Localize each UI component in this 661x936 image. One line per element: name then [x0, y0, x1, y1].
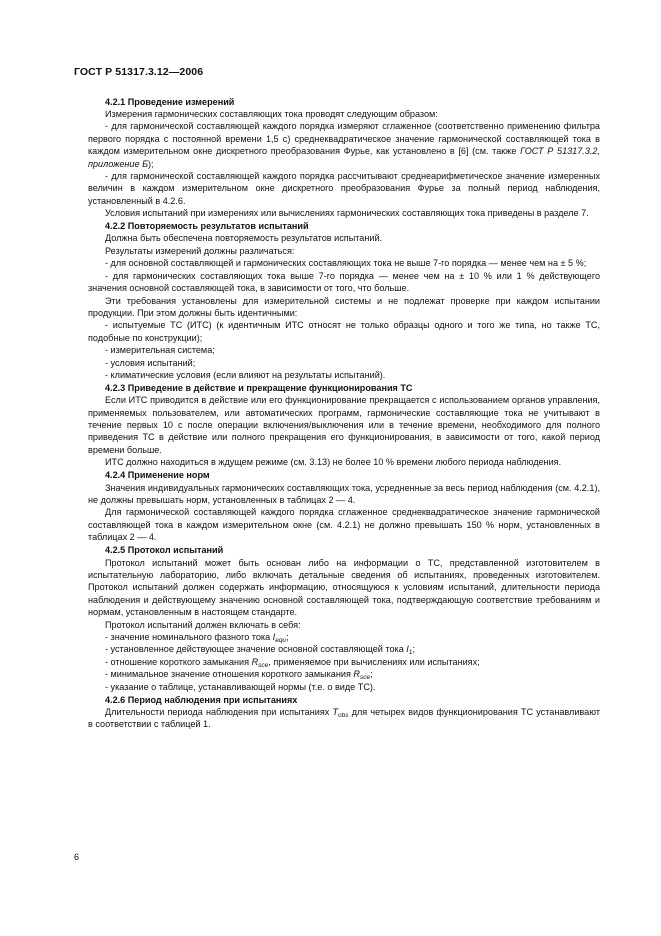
list-item: - условия испытаний;: [105, 357, 196, 368]
math-subscript: sce: [258, 661, 269, 669]
text-run: для четырех видов функционирования ТС устанавливают в соответствии с таблицей 1.: [88, 706, 601, 730]
document-body: [88, 95, 600, 731]
section-heading-4-2-2: 4.2.2 Повторяемость результатов испытаний: [105, 221, 309, 232]
math-subscript: sce: [359, 674, 371, 682]
list-item: [88, 643, 600, 655]
text-run: - установленное действующее значение основной составляющей тока: [105, 644, 407, 655]
list-item: - указание о таблице, устанавливающей нормы (т.е. о виде ТС).: [105, 681, 376, 692]
section-heading-4-2-1: 4.2.1 Проведение измерений: [105, 96, 235, 107]
list-item: - климатические условия (если влияют на результаты испытаний).: [105, 369, 386, 380]
text-run: ;: [286, 631, 289, 642]
text-run: ;: [370, 669, 373, 680]
list-item: - испытуемые ТС (ИТС) (к идентичным ИТС относят не только образцы одного и того же типа, но также ТС, подобные по конструкции);: [88, 320, 600, 343]
text-run: ;: [412, 644, 415, 655]
section-heading-4-2-6: 4.2.6 Период наблюдения при испытаниях: [105, 694, 298, 705]
text-run: - отношение короткого замыкания: [105, 656, 252, 667]
paragraph: Протокол испытаний может быть основан либо на информации о ТС, представленной изготовителем в испытательную лабораторию, либо включать детальные сведения об испытаниях, проведенных изготовителем. Протокол испытаний должен содержать информацию, относящуюся к условиям испытаний, длительности периода наблюдения и действующему значению основной составляющей тока, подтверждающую соответствие требованиям и нормам, установленным в настоящем стандарте.: [88, 557, 600, 618]
math-variable: R: [353, 669, 360, 680]
paragraph: [88, 706, 600, 731]
paragraph: ИТС должно находиться в ждущем режиме (см. 3.13) не более 10 % времени любого периода наблюдения.: [105, 457, 562, 468]
section-heading-4-2-4: 4.2.4 Применение норм: [105, 470, 210, 481]
math-variable: T: [332, 706, 339, 717]
page-header: ГОСТ Р 51317.3.12—2006: [74, 66, 204, 78]
text-run: - для гармонической составляющей каждого порядка измеряют сглаженное (соответственно применению фильтра первого порядка с постоянной времени 1,5 с) среднеквадратическое значение гармонической составляющей тока в каждом измерительном окне дискретного преобразования Фурье, как установлено в [6] (см. также: [88, 121, 600, 157]
paragraph: Эти требования установлены для измерительной системы и не подлежат проверке при каждом испытании продукции. При этом должны быть идентичными:: [88, 295, 600, 318]
math-subscript: obs: [338, 711, 349, 719]
paragraph: Измерения гармонических составляющих тока проводят следующим образом:: [105, 108, 438, 119]
text-run: - минимальное значение отношения короткого замыкания: [105, 669, 354, 680]
list-item: - измерительная система;: [105, 345, 215, 356]
list-item: - для гармонической составляющей каждого порядка рассчитывают среднеарифметическое значение измеренных величин в каждом измерительном окне дискретного преобразования Фурье за полный период наблюдения, установленный в 4.2.6.: [88, 170, 600, 206]
section-heading-4-2-5: 4.2.5 Протокол испытаний: [105, 545, 224, 556]
paragraph: Значения индивидуальных гармонических составляющих тока, усредненные за весь период наблюдения (см. 4.2.1), не должны превышать норм, установленных в таблицах 2 — 4.: [88, 482, 600, 505]
paragraph: Если ИТС приводится в действие или его функционирование прекращается с использованием органов управления, применяемых пользователем, или автоматических программ, гармонические составляющие тока не учитывают в течение первых 10 с после операции включения/выключения или в течение времени, необходимого для полного приведения ТС в действие или полного прекращения его функционирования, в зависимости от того, какой период времени больше.: [88, 395, 600, 455]
paragraph: Для гармонической составляющей каждого порядка сглаженное среднеквадратическое значение гармонической составляющей тока в каждом измерительном окне (см. 4.2.1) не должно превышать 150 % норм, установленных в таблицах 2 — 4.: [88, 507, 600, 543]
math-variable: R: [251, 656, 259, 667]
math-subscript: 1: [408, 649, 413, 657]
list-item: - для основной составляющей и гармонических составляющих тока не выше 7-го порядка — менее чем на ± 5 %;: [105, 258, 587, 269]
list-item: - для гармонических составляющих тока выше 7-го порядка — менее чем на ± 10 % или 1 % действующего значения основной составляющей тока, в зависимости от того, что больше.: [88, 270, 600, 294]
page-number: 6: [74, 852, 80, 862]
math-variable: I: [272, 631, 276, 642]
text-run: - значение номинального фазного тока: [105, 631, 273, 642]
paragraph: Должна быть обеспечена повторяемость результатов испытаний.: [105, 233, 383, 244]
math-subscript: equ: [275, 636, 287, 644]
text-run: , применяемое при вычислениях или испытаниях;: [268, 656, 480, 667]
reference-text: ГОСТ Р 51317.3.2, приложение Б: [88, 146, 600, 169]
text-run: Длительности периода наблюдения при испытаниях: [105, 706, 333, 717]
paragraph: Протокол испытаний должен включать в себя:: [105, 619, 301, 630]
text-run: );: [147, 158, 154, 169]
list-item: [88, 120, 600, 170]
list-item: [88, 631, 600, 643]
paragraph: Условия испытаний при измерениях или вычислениях гармонических составляющих тока приведены в разделе 7.: [105, 208, 589, 219]
list-item: [88, 668, 600, 680]
list-item: [88, 656, 600, 668]
section-heading-4-2-3: 4.2.3 Приведение в действие и прекращение функционирования ТС: [105, 382, 413, 393]
paragraph: Результаты измерений должны различаться:: [105, 245, 295, 256]
math-variable: I: [406, 644, 409, 655]
